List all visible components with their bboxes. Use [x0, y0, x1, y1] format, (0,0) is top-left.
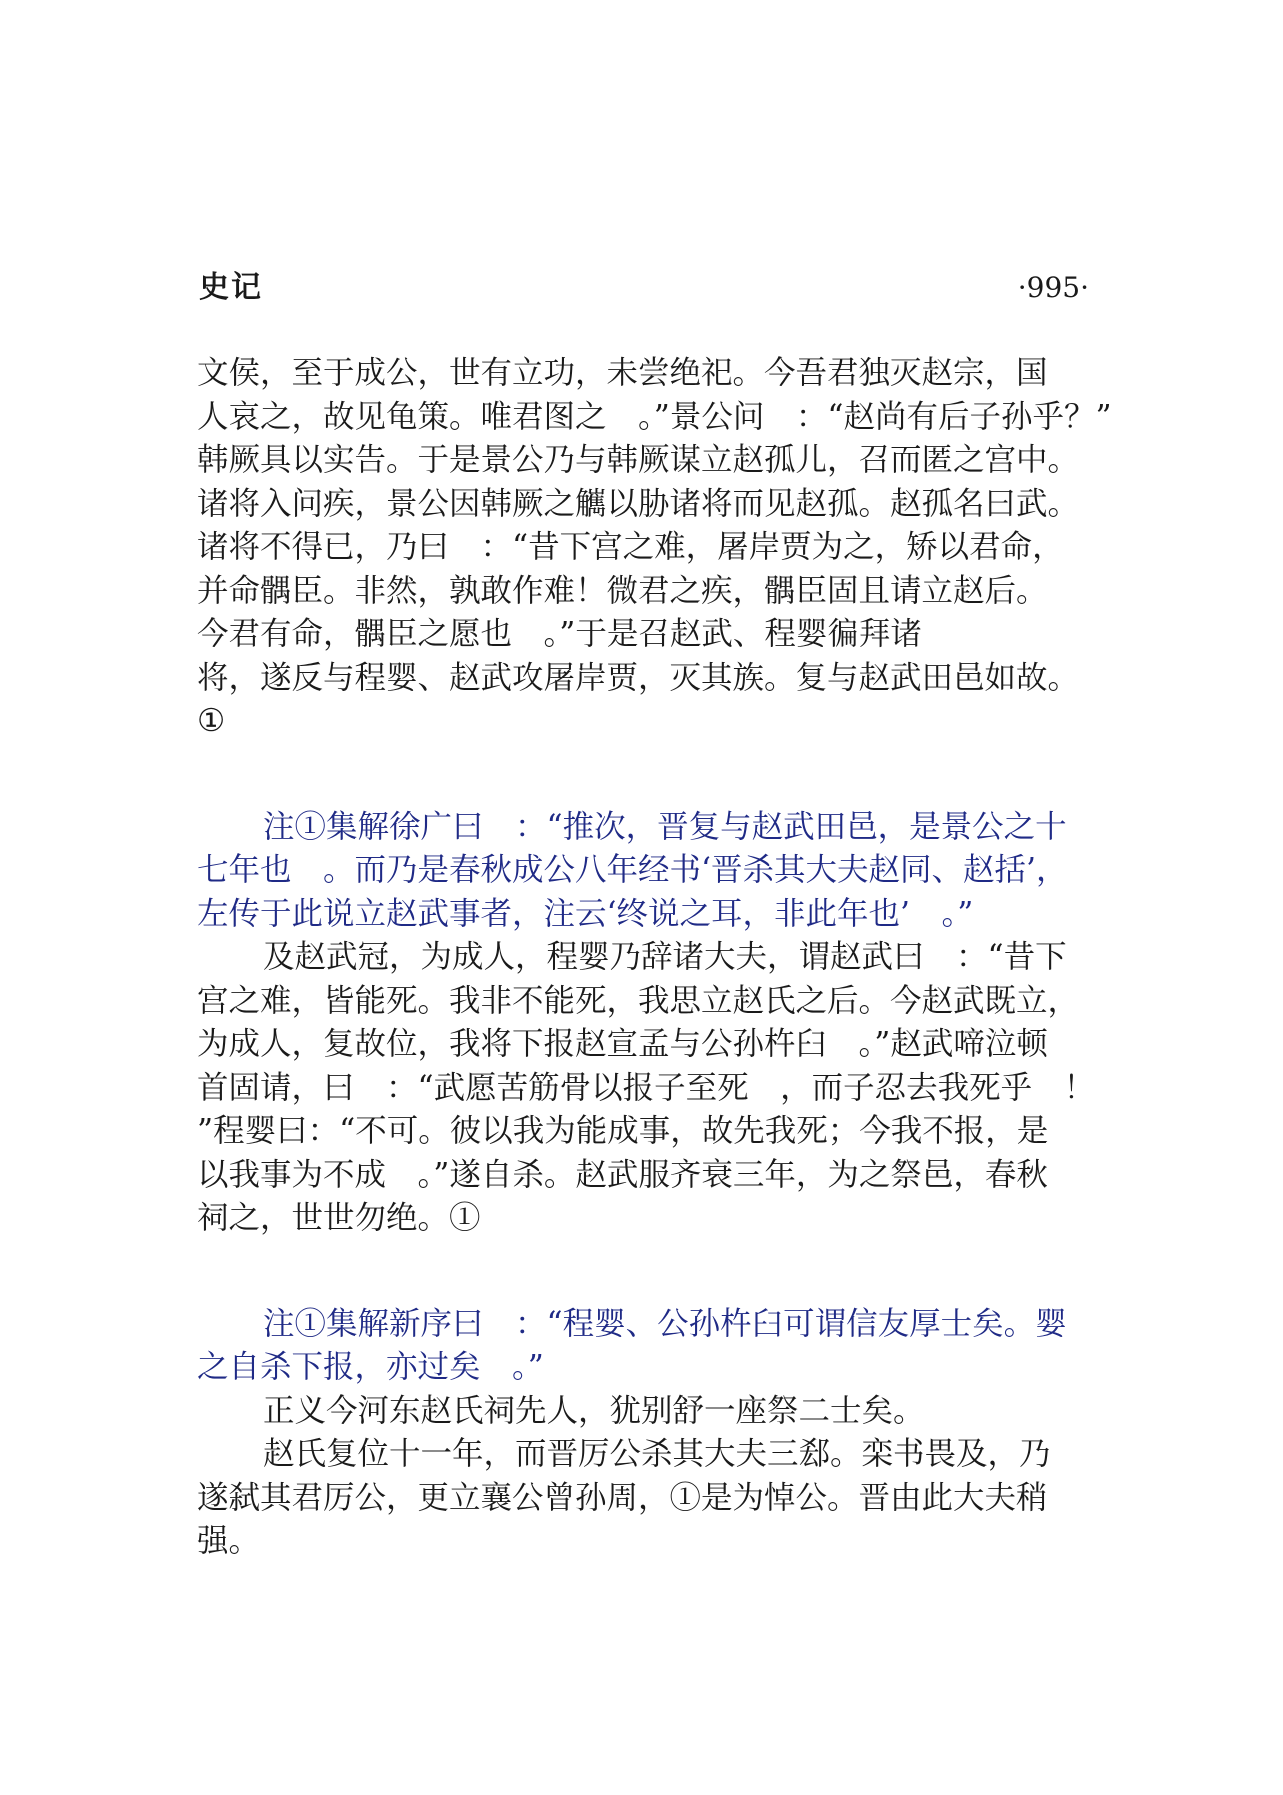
- page-header: [199, 266, 1089, 310]
- page-body: [197, 352, 1157, 1564]
- text-line: 并命髃臣。非然，孰敢作难！微君之疾，髃臣固且请立赵后。: [197, 572, 1048, 609]
- text-line: 文侯，至于成公，世有立功，未尝绝祀。今吾君独灭赵宗，国: [197, 355, 1048, 391]
- text-line: 以我事为不成 。”遂自杀。赵武服齐衰三年，为之祭邑，春秋: [197, 1156, 1048, 1193]
- note-line: 七年也 。而乃是春秋成公八年经书‘晋杀其大夫赵同、赵括’，: [197, 852, 1068, 888]
- text-line: 祠之，世世勿绝。①: [197, 1200, 481, 1236]
- annotation-2: [197, 1303, 1157, 1390]
- text-line: 及赵武冠，为成人，程婴乃辞诸大夫，谓赵武曰 ：“昔下: [263, 939, 1067, 975]
- passage-1: [197, 352, 1157, 744]
- passage-2: [197, 936, 1157, 1241]
- paragraph-gap: [197, 744, 1157, 806]
- text-line: 诸将入问疾，景公因韩厥之觽以胁诸将而见赵孤。赵孤名曰武。: [197, 485, 1080, 522]
- text-line: 赵氏复位十一年，而晋厉公杀其大夫三郄。栾书畏及，乃: [263, 1436, 1051, 1472]
- text-line: 宫之难，皆能死。我非不能死，我思立赵氏之后。今赵武既立，: [197, 982, 1080, 1019]
- text-line: 人哀之，故见龟策。唯君图之 。”景公问 ：“赵尚有后子孙乎？”: [197, 398, 1112, 435]
- note-line: 注①集解新序曰 ：“程婴、公孙杵臼可谓信友厚士矣。婴: [263, 1305, 1067, 1342]
- note-line: 注①集解徐广曰 ：“推次，晋复与赵武田邑，是景公之十: [263, 808, 1067, 845]
- text-line: 遂弑其君厉公，更立襄公曾孙周，①是为悼公。晋由此大夫稍: [197, 1479, 1048, 1516]
- note-line: 左传于此说立赵武事者，注云‘终说之耳，非此年也’ 。”: [197, 895, 974, 932]
- text-line: 首固请，曰 ：“武愿苦筋骨以报子至死 ，而子忍去我死乎 ！: [197, 1069, 1096, 1106]
- text-line: 为成人，复故位，我将下报赵宣孟与公孙杵臼 。”赵武啼泣顿: [197, 1026, 1048, 1062]
- text-line: 正义今河东赵氏祠先人，犹别舒一座祭二士矣。: [263, 1392, 925, 1429]
- running-title: 史记: [199, 270, 263, 305]
- text-line: 将，遂反与程婴、赵武攻屠岸贾，灭其族。复与赵武田邑如故。: [197, 659, 1080, 696]
- text-line: 韩厥具以实告。于是景公乃与韩厥谋立赵孤儿，召而匿之宫中。: [197, 442, 1080, 478]
- text-line: ”程婴曰：“不可。彼以我为能成事，故先我死；今我不报，是: [197, 1113, 1049, 1149]
- paragraph-gap: [197, 1241, 1157, 1303]
- footnote-marker: ①: [197, 703, 226, 739]
- note-line: 之自杀下报，亦过矣 。”: [197, 1349, 544, 1385]
- annotation-1: [197, 806, 1157, 937]
- passage-3: [197, 1390, 1157, 1564]
- page-number: ·995·: [1017, 271, 1089, 304]
- text-line: 今君有命，髃臣之愿也 。”于是召赵武、程婴徧拜诸: [197, 616, 922, 652]
- text-line: 诸将不得已，乃曰 ：“昔下宫之难，屠岸贾为之，矫以君命，: [197, 529, 1064, 565]
- text-line: 强。: [197, 1523, 261, 1559]
